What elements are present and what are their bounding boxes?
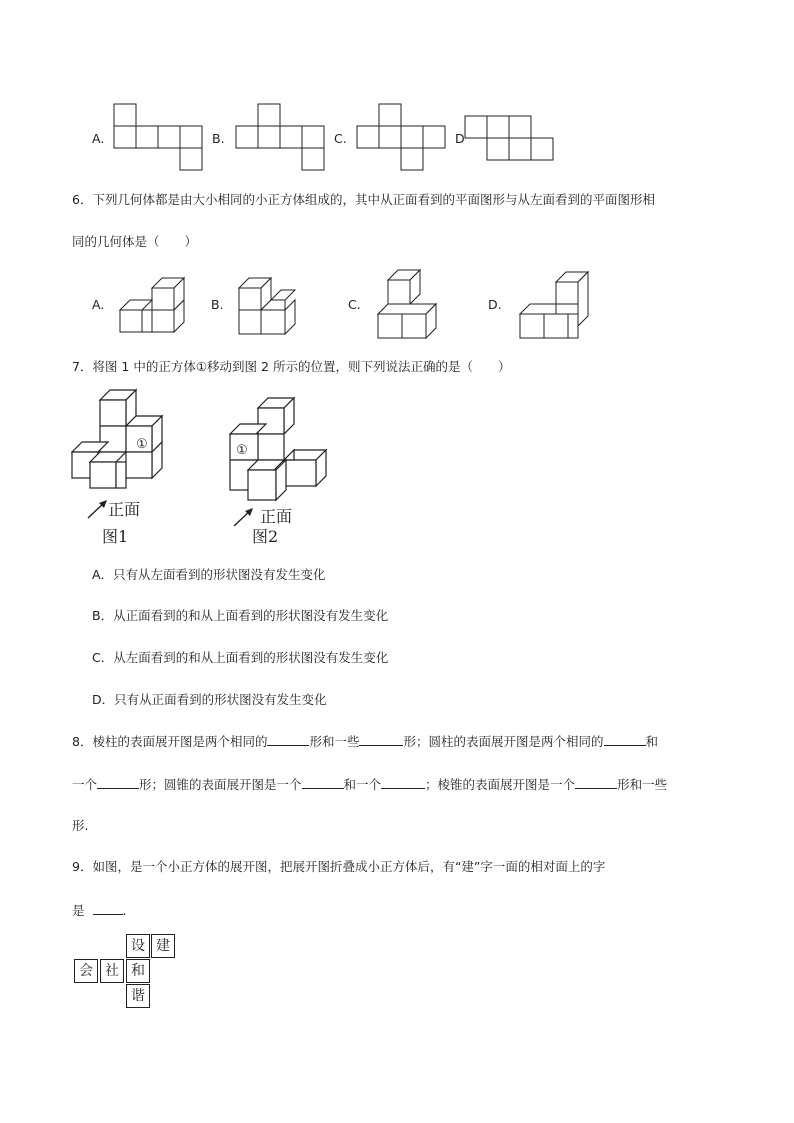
q5-net-c — [357, 104, 457, 174]
q8-blank-4 — [97, 776, 139, 789]
q9-text-2a: 是 — [72, 903, 85, 918]
q8-line1 — [72, 733, 658, 750]
q8-text-1d: 和 — [645, 734, 659, 749]
q9-cube-net — [74, 934, 178, 1008]
q7-option-a: A．只有从左面看到的形状图没有发生变化 — [92, 567, 326, 582]
q6-solid-b — [239, 268, 309, 338]
q7-option-d: D．只有从正面看到的形状图没有发生变化 — [92, 692, 327, 707]
q5-net-a — [114, 104, 214, 174]
q8-text-2c: 和一个 — [343, 777, 382, 792]
q8-blank-5 — [302, 776, 344, 789]
q9-cell-xie: 谐 — [126, 984, 150, 1008]
q6-solid-d — [520, 270, 595, 340]
q6-stem-line1: 6．下列几何体都是由大小相同的小正方体组成的，其中从正面看到的平面图形与从左面看到的平面图形相 — [72, 192, 655, 207]
q5-option-a-label: A. — [92, 131, 105, 146]
q8-text-1c: 形；圆柱的表面展开图是两个相同的 — [403, 734, 604, 749]
q8-text-2e: 形和一些 — [617, 777, 668, 792]
q6-solid-a — [120, 270, 190, 336]
q8-blank-7 — [575, 776, 617, 789]
q7-stem: 7．将图 1 中的正方体①移动到图 2 所示的位置，则下列说法正确的是（ ） — [72, 359, 511, 374]
q8-line3: 形. — [72, 818, 89, 833]
q9-stem: 9．如图，是一个小正方体的展开图，把展开图折叠成小正方体后，有“建”字一面的相对面上的字 — [72, 859, 606, 874]
q6-option-c-label: C. — [348, 297, 361, 312]
q9-cell-he: 和 — [126, 959, 150, 983]
q5-option-b-label: B. — [212, 131, 225, 146]
q8-text-1a: 8．棱柱的表面展开图是两个相同的 — [72, 734, 268, 749]
q7-option-c: C．从左面看到的和从上面看到的形状图没有发生变化 — [92, 650, 389, 665]
q7-figure-1 — [70, 388, 180, 498]
q8-text-1b: 形和一些 — [309, 734, 360, 749]
q7-fig2-caption: 图2 — [252, 527, 279, 546]
q8-blank-1 — [267, 733, 309, 746]
q6-solid-c — [378, 268, 448, 338]
q7-fig1-caption: 图1 — [102, 527, 129, 546]
q6-stem-line2: 同的几何体是（ ） — [72, 234, 198, 249]
q5-net-d — [465, 116, 565, 166]
q9-text-2b: . — [122, 903, 127, 918]
q8-text-2a: 一个 — [72, 777, 98, 792]
q5-option-d-label: D — [455, 131, 465, 146]
q9-line2 — [72, 902, 126, 919]
q5-net-b — [236, 104, 336, 174]
q7-fig2-arrow — [232, 506, 256, 528]
q6-option-b-label: B. — [211, 297, 224, 312]
q5-option-c-label: C. — [334, 131, 347, 146]
q9-cell-she: 社 — [100, 959, 124, 983]
q7-fig2-front-label: 正面 — [260, 507, 293, 526]
q6-option-a-label: A. — [92, 297, 105, 312]
q8-blank-2 — [359, 733, 403, 746]
q7-fig1-front-label: 正面 — [108, 500, 141, 519]
q7-fig2-cube-mark: ① — [236, 443, 248, 458]
q8-text-2b: 形；圆锥的表面展开图是一个 — [139, 777, 302, 792]
q9-blank — [93, 902, 123, 915]
q9-cell-she-design: 设 — [126, 934, 150, 958]
q8-line2 — [72, 776, 667, 793]
q7-fig1-cube-mark: ① — [136, 437, 148, 452]
q6-option-d-label: D. — [488, 297, 502, 312]
q8-text-2d: ；棱锥的表面展开图是一个 — [425, 777, 576, 792]
q7-fig1-arrow — [86, 498, 110, 520]
q9-cell-jian: 建 — [151, 934, 175, 958]
q7-option-b: B．从正面看到的和从上面看到的形状图没有发生变化 — [92, 608, 389, 623]
q8-blank-6 — [381, 776, 425, 789]
q9-cell-hui: 会 — [74, 959, 98, 983]
q8-blank-3 — [604, 733, 646, 746]
